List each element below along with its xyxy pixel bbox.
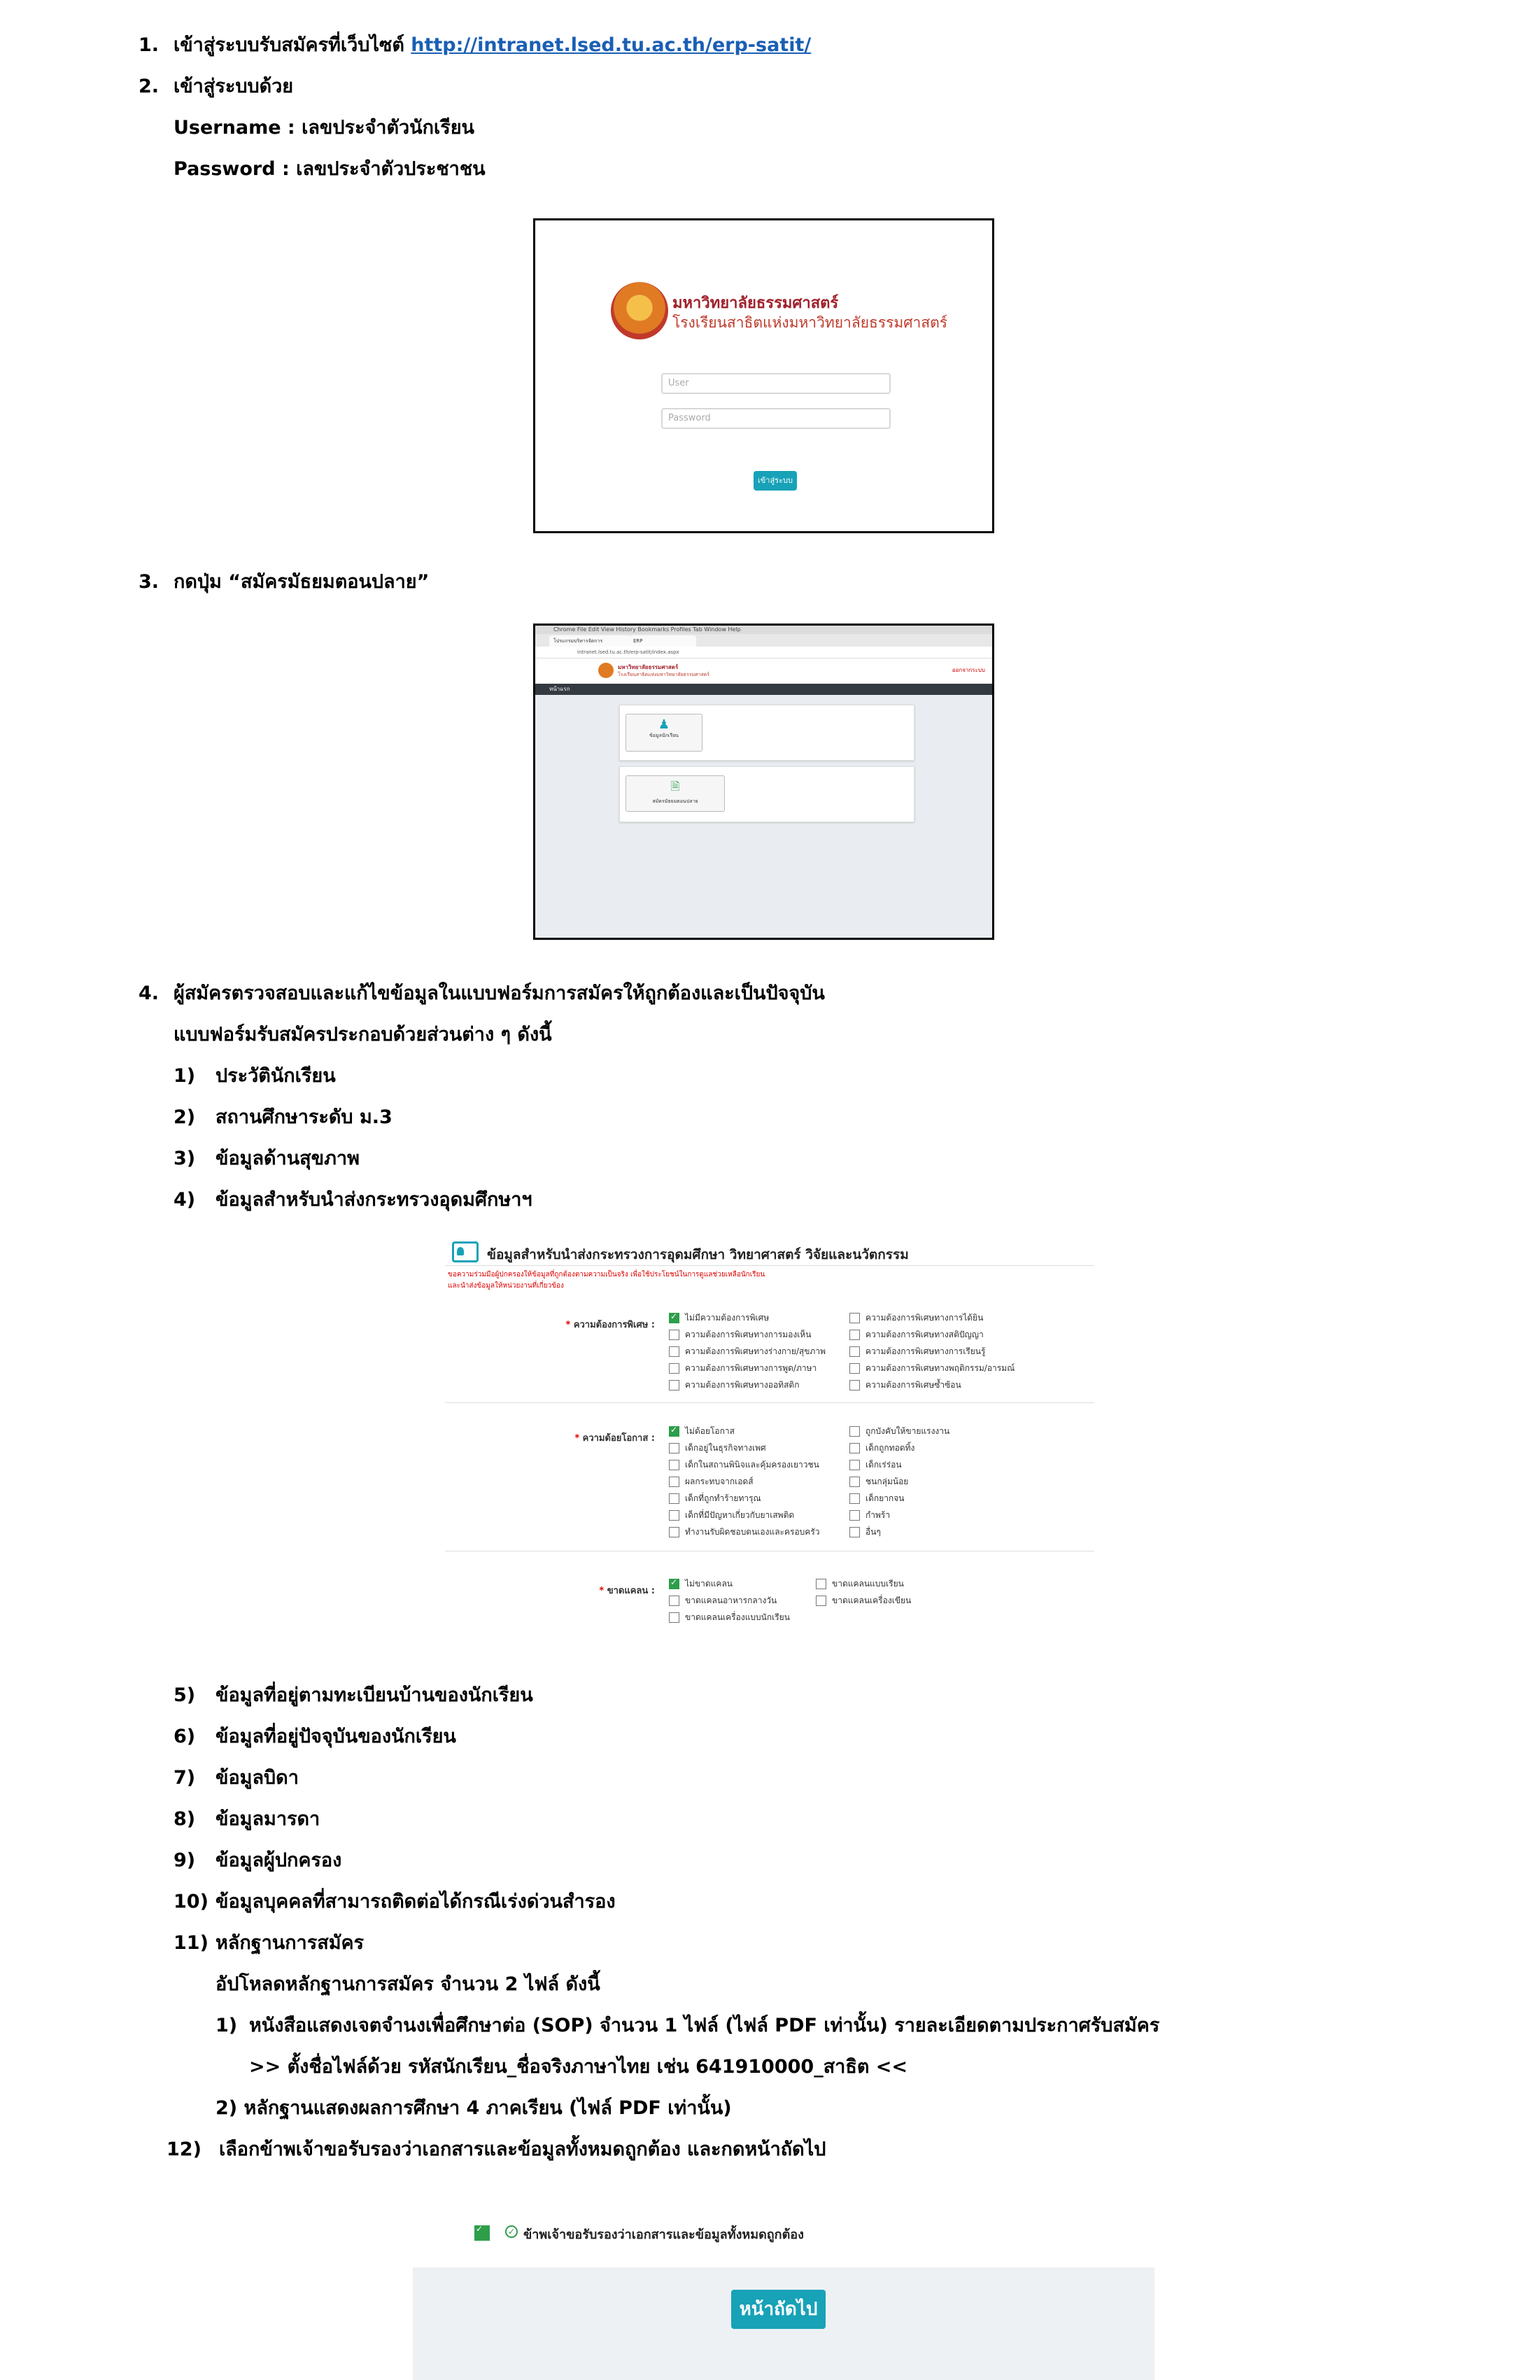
form-title-divider [445, 1265, 1094, 1266]
disadv-checkbox-14[interactable] [849, 1527, 860, 1537]
special-option-4: ความต้องการพิเศษทางการพูด/ภาษา [685, 1363, 817, 1373]
disadv-option-4: ผลกระทบจากเอดส์ [685, 1477, 754, 1486]
student-info-card [619, 705, 914, 761]
upload-file-1-number: 1) [216, 2015, 238, 2036]
disadv-checkbox-12[interactable] [849, 1493, 860, 1504]
disadv-checkbox-10[interactable] [849, 1460, 860, 1470]
nav-home[interactable]: หน้าแรก [549, 686, 570, 692]
disadv-option-5: เด็กที่ถูกทำร้ายทารุณ [685, 1493, 761, 1503]
disadv-option-14: อื่นๆ [866, 1527, 881, 1537]
step-1-text [174, 31, 811, 59]
special-option-2: ความต้องการพิเศษทางการมองเห็น [685, 1330, 812, 1339]
sub-4-number: 4) [174, 1189, 196, 1211]
upload-file-1-note: >> ตั้งชื่อไฟล์ด้วย รหัสนักเรียน_ชื่อจริงภาษาไทย เช่น 641910000_สาธิต << [249, 2056, 908, 2078]
disadv-option-6: เด็กที่มีปัญหาเกี่ยวกับยาเสพติด [685, 1510, 795, 1520]
apply-upper-secondary-button[interactable] [626, 775, 725, 812]
disadv-checkbox-3[interactable] [669, 1460, 679, 1470]
upper-secondary-card [619, 766, 914, 822]
disadvantage-label: * ความด้อยโอกาส : [574, 1433, 655, 1444]
lack-checkbox-5[interactable] [816, 1596, 826, 1606]
login-school-name: โรงเรียนสาธิตแห่งมหาวิทยาลัยธรรมศาสตร์ [672, 314, 948, 331]
sub-2-text: สถานศึกษาระดับ ม.3 [216, 1106, 393, 1128]
step-12-number: 12) [167, 2139, 202, 2160]
special-checkbox-2[interactable] [669, 1330, 679, 1340]
student-info-button[interactable] [626, 714, 702, 752]
confirm-screenshot [413, 2204, 1154, 2380]
document-icon: 🗎 [670, 780, 680, 793]
step-12-text: เลือกข้าพเจ้าขอรับรองว่าเอกสารและข้อมูลทั้งหมดถูกต้อง และกดหน้าถัดไป [219, 2139, 826, 2160]
step-4-text-2: แบบฟอร์มรับสมัครประกอบด้วยส่วนต่าง ๆ ดังนี้ [174, 1024, 552, 1045]
special-checkbox-10[interactable] [849, 1380, 860, 1390]
login-university-name: มหาวิทยาลัยธรรมศาสตร์ [672, 295, 839, 312]
disadv-option-2: เด็กอยู่ในธุรกิจทางเพศ [685, 1443, 766, 1453]
sub-9-number: 9) [174, 1850, 196, 1871]
login-screenshot [533, 218, 994, 533]
login-password-field[interactable]: Password [661, 408, 891, 429]
special-checkbox-7[interactable] [849, 1330, 860, 1340]
confirm-label: ข้าพเจ้าขอรับรองว่าเอกสารและข้อมูลทั้งหมดถูกต้อง [523, 2227, 804, 2242]
upload-intro: อัปโหลดหลักฐานการสมัคร จำนวน 2 ไฟล์ ดังนี้ [216, 1973, 600, 1995]
site-subtitle: โรงเรียนสาธิตแห่งมหาวิทยาลัยธรรมศาสตร์ [618, 672, 710, 677]
site-logo [598, 663, 614, 678]
logout-link[interactable]: ออกจากระบบ [952, 667, 985, 673]
disadv-checkbox-7[interactable] [669, 1527, 679, 1537]
step-3-number: 3. [139, 571, 160, 593]
browser-tab-2[interactable]: ERP [629, 635, 696, 647]
registration-link[interactable]: http://intranet.lsed.tu.ac.th/erp-satit/ [411, 34, 812, 56]
step-4-text: ผู้สมัครตรวจสอบและแก้ไขข้อมูลในแบบฟอร์มการสมัครให้ถูกต้องและเป็นปัจจุบัน [174, 983, 825, 1004]
person-icon: ♟ [658, 717, 670, 732]
sub-5-number: 5) [174, 1684, 196, 1706]
disadv-option-12: เด็กยากจน [866, 1493, 905, 1503]
special-option-3: ความต้องการพิเศษทางร่างกาย/สุขภาพ [685, 1346, 826, 1356]
special-option-7: ความต้องการพิเศษทางสติปัญญา [866, 1330, 984, 1339]
sub-10-number: 10) [174, 1891, 209, 1913]
sub-2-number: 2) [174, 1106, 196, 1128]
sub-8-number: 8) [174, 1808, 196, 1830]
sub-4-text: ข้อมูลสำหรับนำส่งกระทรวงอุดมศึกษาฯ [216, 1189, 532, 1211]
site-body [535, 695, 992, 938]
disadv-checkbox-9[interactable] [849, 1443, 860, 1453]
sub-1-text: ประวัตินักเรียน [216, 1065, 336, 1087]
disadv-checkbox-1[interactable] [669, 1426, 679, 1437]
special-checkbox-4[interactable] [669, 1363, 679, 1374]
site-title: มหาวิทยาลัยธรรมศาสตร์ [618, 664, 679, 670]
lack-label: * ขาดแคลน : [599, 1586, 655, 1596]
site-header [535, 659, 992, 684]
lack-checkbox-2[interactable] [669, 1596, 679, 1606]
step-3-text: กดปุ่ม “สมัครมัธยมตอนปลาย” [174, 571, 430, 593]
password-instruction: Password : เลขประจำตัวประชาชน [174, 158, 486, 180]
special-checkbox-8[interactable] [849, 1346, 860, 1357]
special-checkbox-3[interactable] [669, 1346, 679, 1357]
disadv-option-3: เด็กในสถานพินิจและคุ้มครองเยาวชน [685, 1460, 819, 1470]
sub-3-text: ข้อมูลด้านสุขภาพ [216, 1148, 360, 1169]
login-button[interactable]: เข้าสู่ระบบ [754, 471, 797, 491]
step-2-number: 2. [139, 76, 160, 97]
upload-file-2: 2) หลักฐานแสดงผลการศึกษา 4 ภาคเรียน (ไฟล์ PDF เท่านั้น) [216, 2097, 732, 2119]
sub-9-text: ข้อมูลผู้ปกครอง [216, 1850, 342, 1871]
special-option-1: ไม่มีความต้องการพิเศษ [685, 1313, 770, 1323]
check-circle-icon: ✓ [505, 2225, 518, 2238]
address-bar[interactable]: intranet.lsed.tu.ac.th/erp-satit/index.aspx [535, 647, 992, 659]
student-info-label: ข้อมูลนักเรียน [649, 733, 679, 738]
username-instruction: Username : เลขประจำตัวนักเรียน [174, 117, 474, 139]
form-screenshot [445, 1234, 1094, 1654]
disadv-checkbox-2[interactable] [669, 1443, 679, 1453]
special-checkbox-6[interactable] [849, 1313, 860, 1323]
browser-tab-1[interactable]: โปรแกรมบริหารจัดการ [549, 635, 630, 647]
lack-checkbox-3[interactable] [669, 1612, 679, 1623]
lack-label-text: ขาดแคลน : [607, 1586, 655, 1596]
confirm-checkbox[interactable] [474, 2225, 490, 2241]
upload-file-1: หนังสือแสดงเจตจำนงเพื่อศึกษาต่อ (SOP) จำนวน 1 ไฟล์ (ไฟล์ PDF เท่านั้น) รายละเอียดตามประกาศรับสมัคร [249, 2015, 1160, 2036]
university-logo [611, 282, 668, 339]
disadv-option-10: เด็กเร่ร่อน [866, 1460, 902, 1470]
special-option-10: ความต้องการพิเศษซ้ำซ้อน [866, 1380, 961, 1390]
special-option-5: ความต้องการพิเศษทางออทิสติก [685, 1380, 800, 1390]
disadv-checkbox-11[interactable] [849, 1477, 860, 1487]
step-1-label: เข้าสู่ระบบรับสมัครที่เว็บไซต์ [174, 34, 411, 56]
sub-6-number: 6) [174, 1726, 196, 1747]
lack-option-4: ขาดแคลนแบบเรียน [832, 1579, 904, 1589]
disadv-checkbox-8[interactable] [849, 1426, 860, 1437]
disadv-checkbox-5[interactable] [669, 1493, 679, 1504]
disadv-option-13: กำพร้า [866, 1510, 891, 1520]
disadv-option-8: ถูกบังคับให้ขายแรงงาน [866, 1426, 950, 1436]
disadv-option-7: ทำงานรับผิดชอบตนเองและครอบครัว [685, 1527, 820, 1537]
disadv-option-11: ชนกลุ่มน้อย [866, 1477, 909, 1486]
sub-6-text: ข้อมูลที่อยู่ปัจจุบันของนักเรียน [216, 1726, 456, 1747]
special-option-6: ความต้องการพิเศษทางการได้ยิน [866, 1313, 984, 1323]
step-2-text: เข้าสู่ระบบด้วย [174, 76, 294, 97]
disadv-checkbox-6[interactable] [669, 1510, 679, 1521]
disadv-option-1: ไม่ด้อยโอกาส [685, 1426, 735, 1436]
next-page-button[interactable]: หน้าถัดไป [731, 2290, 826, 2329]
sub-8-text: ข้อมูลมารดา [216, 1808, 320, 1830]
lack-checkbox-1[interactable] [669, 1579, 679, 1589]
special-needs-label: * ความต้องการพิเศษ : [565, 1320, 655, 1330]
lack-option-1: ไม่ขาดแคลน [685, 1579, 733, 1589]
step-1-number: 1. [139, 34, 160, 56]
disadvantage-label-text: ความด้อยโอกาส : [582, 1433, 655, 1444]
disadv-checkbox-4[interactable] [669, 1477, 679, 1487]
special-option-8: ความต้องการพิเศษทางการเรียนรู้ [866, 1346, 986, 1356]
sub-11-number: 11) [174, 1932, 209, 1954]
apply-upper-secondary-label: สมัครมัธยมตอนปลาย [652, 798, 698, 804]
disadv-option-9: เด็กถูกทอดทิ้ง [866, 1443, 915, 1453]
sub-7-text: ข้อมูลบิดา [216, 1767, 299, 1789]
sub-10-text: ข้อมูลบุคคลที่สามารถติดต่อได้กรณีเร่งด่วนสำรอง [216, 1891, 616, 1913]
site-nav [535, 684, 992, 695]
sub-1-number: 1) [174, 1065, 196, 1087]
lack-option-2: ขาดแคลนอาหารกลางวัน [685, 1596, 777, 1605]
special-checkbox-9[interactable] [849, 1363, 860, 1374]
divider-1 [445, 1402, 1094, 1403]
id-card-icon [452, 1241, 479, 1262]
lack-option-5: ขาดแคลนเครื่องเขียน [832, 1596, 912, 1605]
special-checkbox-1[interactable] [669, 1313, 679, 1323]
mac-menu-bar: Chrome File Edit View History Bookmarks Profiles Tab Window Help [535, 626, 992, 634]
special-option-9: ความต้องการพิเศษทางพฤติกรรม/อารมณ์ [866, 1363, 1015, 1373]
sub-11-text: หลักฐานการสมัคร [216, 1932, 365, 1954]
login-user-field[interactable]: User [661, 373, 891, 394]
sub-3-number: 3) [174, 1148, 196, 1169]
form-title: ข้อมูลสำหรับนำส่งกระทรวงการอุดมศึกษา วิทยาศาสตร์ วิจัยและนวัตกรรม [487, 1247, 909, 1262]
lack-checkbox-4[interactable] [816, 1579, 826, 1589]
sub-7-number: 7) [174, 1767, 196, 1789]
special-needs-label-text: ความต้องการพิเศษ : [573, 1320, 655, 1330]
special-checkbox-5[interactable] [669, 1380, 679, 1390]
browser-tab-bar [535, 634, 992, 647]
disadv-checkbox-13[interactable] [849, 1510, 860, 1521]
form-warning: ขอความร่วมมือผู้ปกครองให้ข้อมูลที่ถูกต้องตามความเป็นจริง เพื่อใช้ประโยชน์ในการดูแลช่วยเหลือนักเรียน [448, 1271, 765, 1279]
browser-screenshot [533, 624, 994, 940]
step-4-number: 4. [139, 983, 160, 1004]
form-warning-2: และนำส่งข้อมูลให้หน่วยงานที่เกี่ยวข้อง [448, 1282, 564, 1290]
lack-option-3: ขาดแคลนเครื่องแบบนักเรียน [685, 1612, 790, 1622]
sub-5-text: ข้อมูลที่อยู่ตามทะเบียนบ้านของนักเรียน [216, 1684, 533, 1706]
